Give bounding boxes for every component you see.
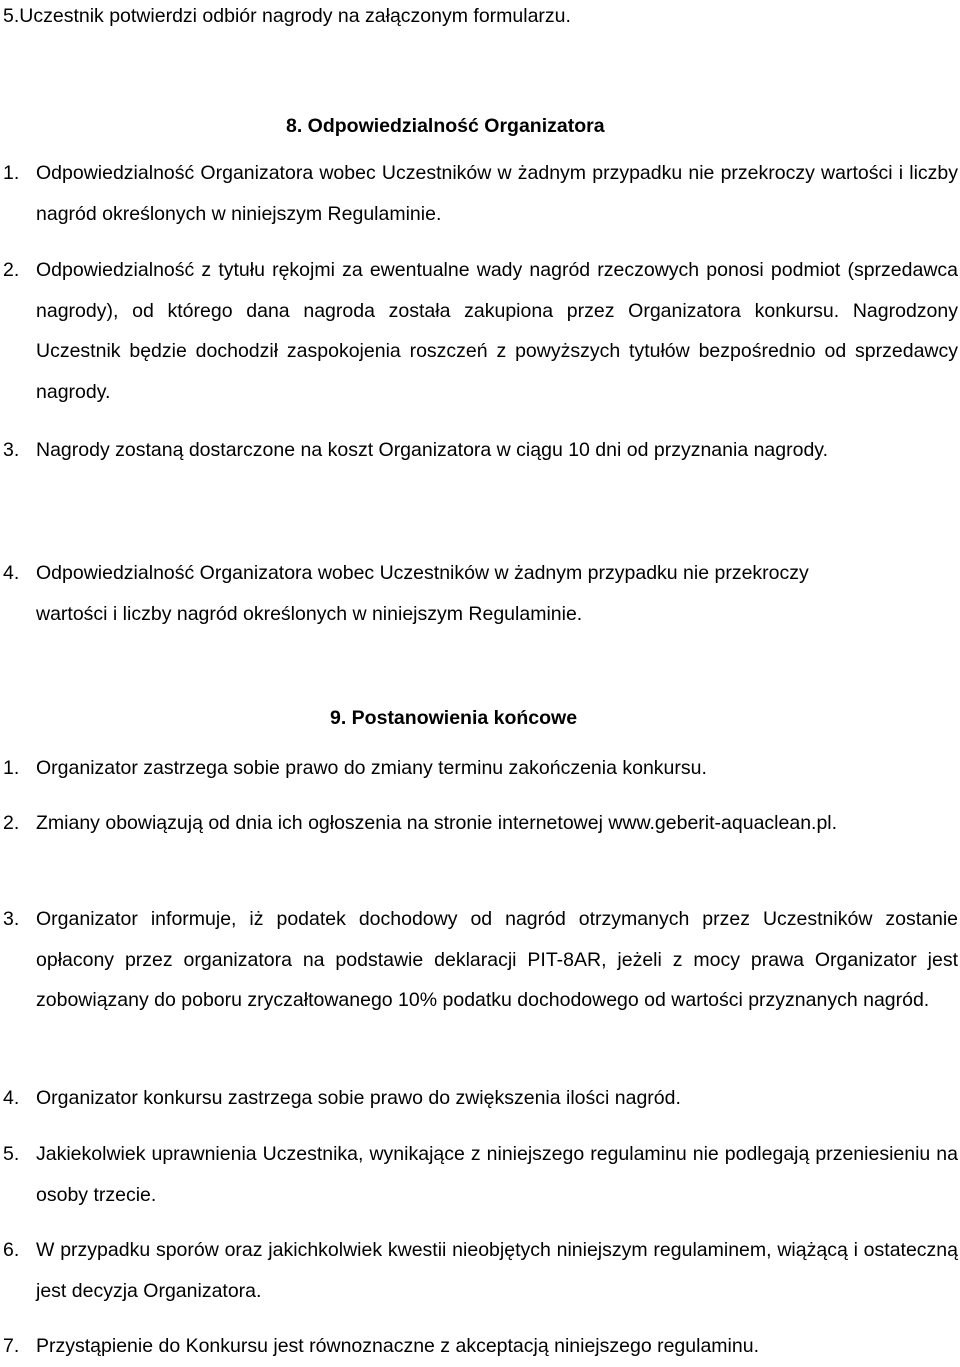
item-text: Jakiekolwiek uprawnienia Uczestnika, wynikające z niniejszego regulaminu nie podlegają przeniesieniu na osoby trzecie. — [36, 1143, 958, 1206]
item-number: 4. — [3, 1087, 20, 1109]
intro-line: 5.Uczestnik potwierdzi odbiór nagrody na załączonym formularzu. — [3, 5, 571, 27]
item-text: Przystąpienie do Konkursu jest równoznaczne z akceptacją niniejszego regulaminu. — [36, 1335, 759, 1357]
item-text: Zmiany obowiązują od dnia ich ogłoszenia na stronie internetowej www.geberit-aquaclean.pl. — [36, 812, 838, 834]
item-text: Organizator informuje, iż podatek dochodowy od nagród otrzymanych przez Uczestników zostanie opłacony przez organizatora na podstawie deklaracji PIT-8AR, jeżeli z mocy prawa Organizator jest zobowiązany do poboru zryczałtowanego 10% podatku dochodowego od wartości przyznanych nagród. — [36, 908, 958, 1011]
item-number: 7. — [3, 1335, 20, 1357]
item-text: Odpowiedzialność Organizatora wobec Uczestników w żadnym przypadku nie przekroczy wartości i liczby nagród określonych w niniejszym Regulaminie. — [36, 162, 958, 225]
item-number: 3. — [3, 439, 20, 461]
item-number: 6. — [3, 1239, 20, 1261]
item-number: 4. — [3, 562, 20, 584]
item-number: 1. — [3, 162, 20, 184]
item-number: 3. — [3, 908, 20, 930]
item-text: Odpowiedzialność z tytułu rękojmi za ewentualne wady nagród rzeczowych ponosi podmiot (sprzedawca nagrody), od którego dana nagroda została zakupiona przez Organizatora konkursu. Nagrodzony Uczestnik będzie dochodził zaspokojenia roszczeń z powyższych tytułów bezpośrednio od sprzedawcy nagrody. — [36, 259, 958, 403]
section-9-title: 9. Postanowienia końcowe — [330, 707, 578, 729]
item-number: 2. — [3, 259, 20, 281]
item-number: 2. — [3, 812, 20, 834]
item-text: Nagrody zostaną dostarczone na koszt Organizatora w ciągu 10 dni od przyznania nagrody. — [36, 439, 829, 461]
item-text: Organizator zastrzega sobie prawo do zmiany terminu zakończenia konkursu. — [36, 757, 707, 779]
item-number: 5. — [3, 1143, 20, 1165]
item-text: Odpowiedzialność Organizatora wobec Uczestników w żadnym przypadku nie przekroczy wartości i liczby nagród określonych w niniejszym Regulaminie. — [36, 562, 809, 625]
item-text: W przypadku sporów oraz jakichkolwiek kwestii nieobjętych niniejszym regulaminem, wiążącą i ostateczną jest decyzja Organizatora. — [36, 1239, 958, 1302]
item-number: 1. — [3, 757, 20, 779]
item-text: Organizator konkursu zastrzega sobie prawo do zwiększenia ilości nagród. — [36, 1087, 681, 1109]
section-8-title: 8. Odpowiedzialność Organizatora — [286, 115, 605, 137]
